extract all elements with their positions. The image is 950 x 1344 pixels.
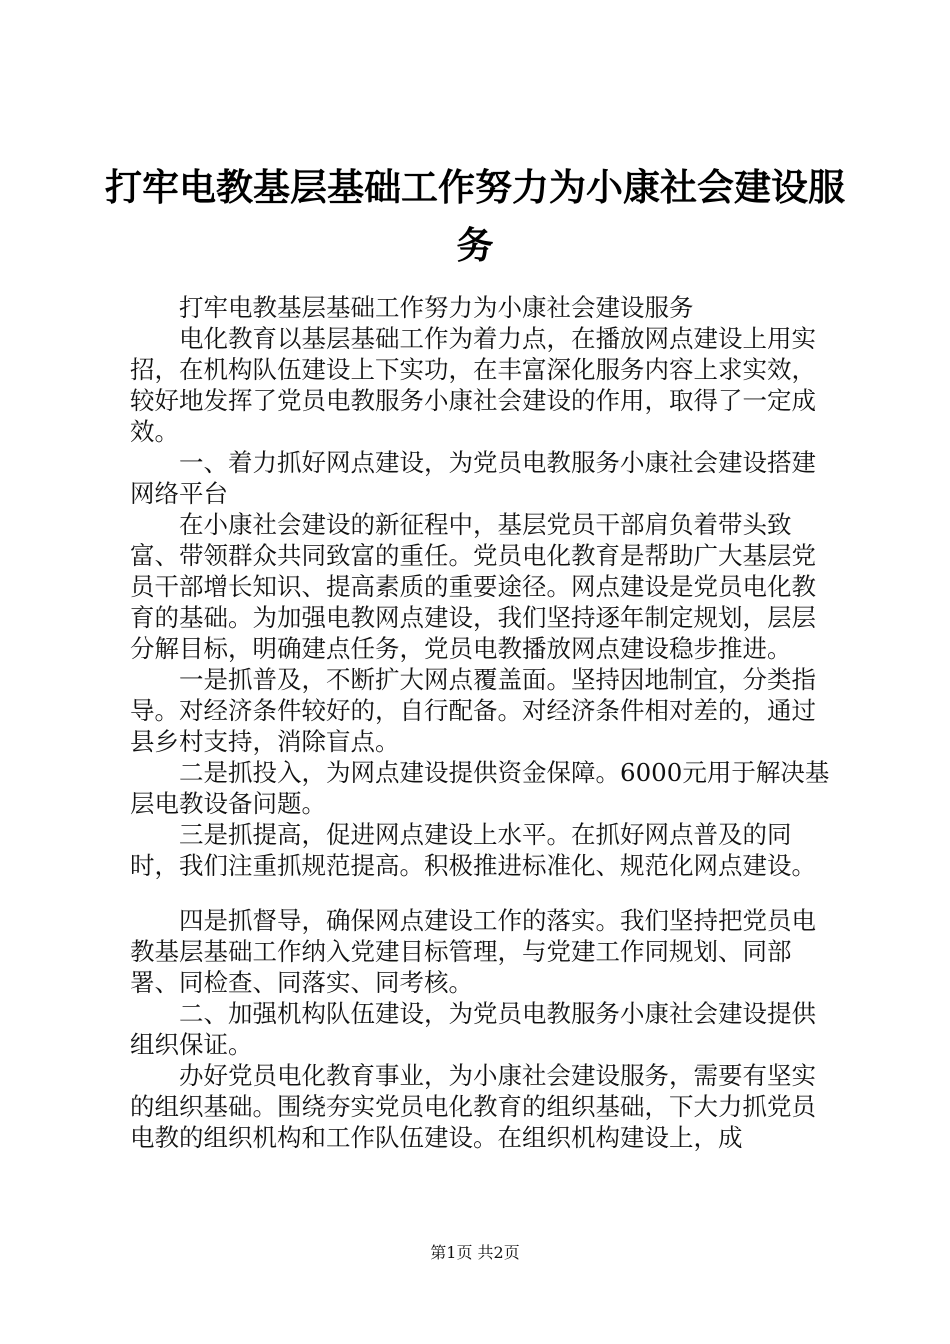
section-heading-2: 二、加强机构队伍建设，为党员电教服务小康社会建设提供组织保证。 — [130, 999, 816, 1059]
paragraph-network-building: 在小康社会建设的新征程中，基层党员干部肩负着带头致富、带领群众共同致富的重任。党员电化教育是帮助广大基层党员干部增长知识、提高素质的重要途径。网点建设是党员电化教育的基础。为加强电教网点建设，我们坚持逐年制定规划，层层分解目标，明确建点任务，党员电教播放网点建设稳步推进。 — [130, 510, 816, 663]
section-heading-1: 一、着力抓好网点建设，为党员电教服务小康社会建设搭建网络平台 — [130, 448, 816, 508]
paragraph-point-3: 三是抓提高，促进网点建设上水平。在抓好网点普及的同时，我们注重抓规范提高。积极推进标准化、规范化网点建设。 — [130, 820, 816, 880]
paragraph-point-1: 一是抓普及，不断扩大网点覆盖面。坚持因地制宜，分类指导。对经济条件较好的，自行配备。对经济条件相对差的，通过县乡村支持，消除盲点。 — [130, 665, 816, 756]
paragraph-intro: 电化教育以基层基础工作为着力点，在播放网点建设上用实招，在机构队伍建设上下实功，在丰富深化服务内容上求实效，较好地发挥了党员电教服务小康社会建设的作用，取得了一定成效。 — [130, 324, 816, 446]
page-footer: 第1页 共2页 — [430, 1243, 520, 1262]
document-title: 打牢电教基层基础工作努力为小康社会建设服务 — [105, 165, 845, 267]
paragraph-repeated-title: 打牢电教基层基础工作努力为小康社会建设服务 — [179, 293, 694, 322]
document-body — [130, 292, 830, 1153]
paragraph-organization: 办好党员电化教育事业，为小康社会建设服务，需要有坚实的组织基础。围绕夯实党员电化教育的组织基础，下大力抓党员电教的组织机构和工作队伍建设。在组织机构建设上，成 — [130, 1061, 816, 1152]
paragraph-point-4: 四是抓督导，确保网点建设工作的落实。我们坚持把党员电教基层基础工作纳入党建目标管理，与党建工作同规划、同部署、同检查、同落实、同考核。 — [130, 906, 816, 997]
paragraph-point-2: 二是抓投入，为网点建设提供资金保障。6000元用于解决基层电教设备问题。 — [130, 758, 830, 818]
